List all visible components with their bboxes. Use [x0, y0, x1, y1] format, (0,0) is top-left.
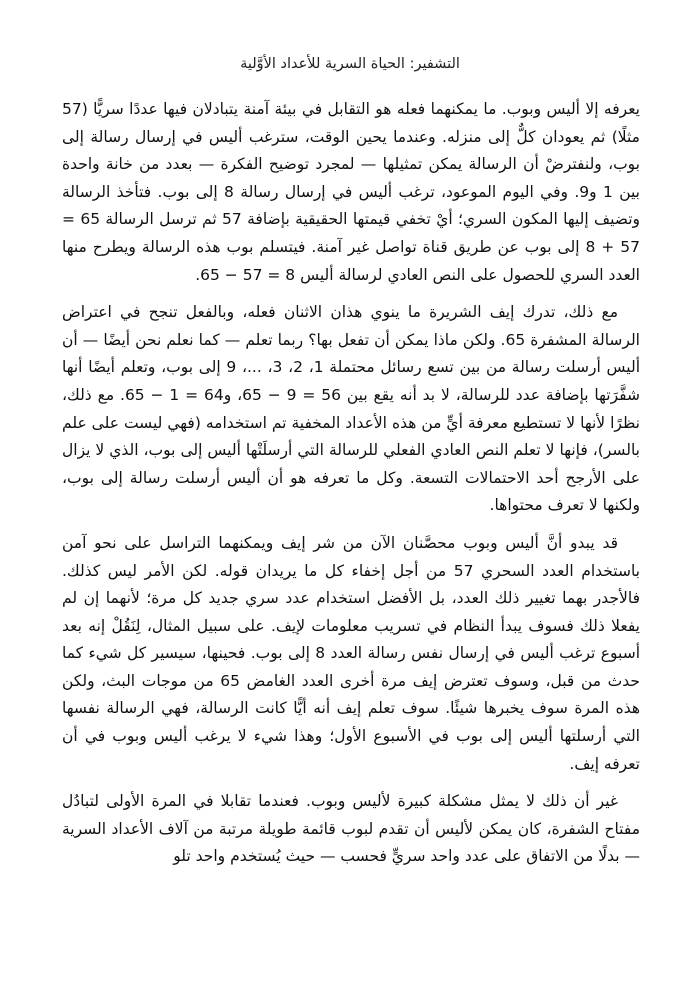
- paragraph-4: غير أن ذلك لا يمثل مشكلة كبيرة لأليس وبوب. فعندما تقابلا في المرة الأولى لتبادُل مفتاح الشفرة، كان يمكن لأليس أن تقدم لبوب قائمة طويلة مرتبة من آلاف الأعداد السرية — بدلًا من الاتفاق على عدد واحد سريٍّ فحسب — حيث يُستخدم واحد تلو: [62, 792, 640, 866]
- running-header: التشفير: الحياة السرية للأعداد الأوَّلية: [240, 56, 460, 72]
- body-text: [62, 96, 640, 881]
- paragraph-1: يعرفه إلا أليس وبوب. ما يمكنهما فعله هو التقابل في بيئة آمنة يتبادلان فيها عددًا سريًّا (57 مثلًا) ثم يعودان كلٌّ إلى منزله. وعندما يحين الوقت، سترغب أليس في إرسال رسالة إلى بوب، ولنفترضْ أن الرسالة يمكن تمثيلها — لمجرد توضيح الفكرة — بعدد من خانة واحدة بين 1 و9. وفي اليوم الموعود، ترغب أليس في إرسال رسالة 8 إلى بوب. فتأخذ الرسالة وتضيف إليها المكون السري؛ أيْ تخفي قيمتها الحقيقية بإضافة 57 ثم ترسل الرسالة 65 = 57 + 8 إلى بوب عن طريق قناة تواصل غير آمنة. فيتسلم بوب هذه الرسالة ويطرح منها العدد السري للحصول على النص العادي لرسالة أليس 8 = 57 − 65.: [62, 100, 640, 284]
- paragraph-3: قد يبدو أنَّ أليس وبوب محصَّنان الآن من شر إيف ويمكنهما التراسل على نحو آمن باستخدام العدد السحري 57 من أجل إخفاء كل ما يريدان قوله. لكن الأمر ليس كذلك. فالأجدر بهما تغيير ذلك العدد، بل الأفضل استخدام عدد سري جديد كل مرة؛ لأنهما إن لم يفعلا ذلك فسوف يبدأ النظام في تسريب معلومات لإيف. على سبيل المثال، لِنَقُلْ إنه بعد أسبوع ترغب أليس في إرسال نفس رسالة العدد 8 إلى بوب. فحينها، سيسير كل شيء كما حدث من قبل، وسوف تعترض إيف مرة أخرى العدد الغامض 65 من موجات البث، ولكن هذه المرة سوف يخبرها شيئًا. سوف تعلم إيف أنه أيًّا كانت الرسالة، فهي الرسالة نفسها التي أرسلتها أليس إلى بوب في الأسبوع الأول؛ وهذا شيء لا يرغب أليس وبوب في أن تعرفه إيف.: [62, 533, 640, 773]
- paragraph-2: مع ذلك، تدرك إيف الشريرة ما ينوي هذان الاثنان فعله، وبالفعل تنجح في اعتراض الرسالة المشفرة 65. ولكن ماذا يمكن أن تفعل بها؟ ربما تعلم — كما نعلم نحن أيضًا — أن أليس أرسلت رسالة من بين تسع رسائل محتملة 1، 2، 3، ...، 9 إلى بوب، وتعلم أيضًا أنها شفَّرَتها بإضافة عدد للرسالة، لا بد أنه يقع بين 56 = 9 − 65، و64 = 1 − 65. مع ذلك، نظرًا لأنها لا تستطيع معرفة أيٍّ من هذه الأعداد المخفية تم استخدامه (فهي ليست على علم بالسر)، فإنها لا تعلم النص العادي الفعلي للرسالة التي أرسلَتْها أليس إلى بوب، الذي لا يزال على الأرجح أحد الاحتمالات التسعة. وكل ما تعرفه هو أن أليس أرسلت رسالة إلى بوب، ولكنها لا تعرف محتواها.: [62, 303, 641, 515]
